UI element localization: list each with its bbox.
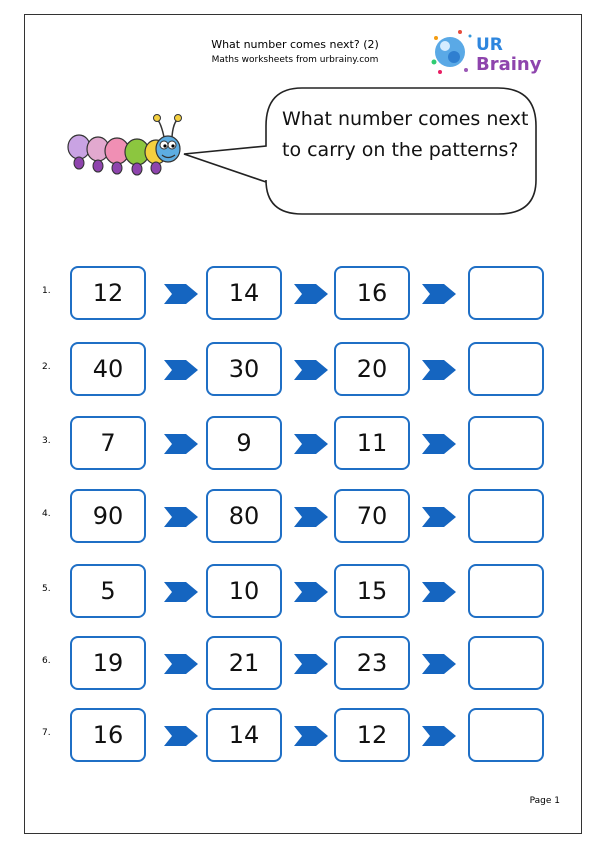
arrow-right-icon <box>164 360 198 380</box>
answer-box[interactable] <box>468 636 544 690</box>
urbrainy-logo <box>430 28 550 76</box>
logo-text-top: UR <box>476 35 503 55</box>
caterpillar-illustration <box>65 105 190 180</box>
answer-box[interactable] <box>468 489 544 543</box>
arrow-right-icon <box>422 726 456 746</box>
arrow-right-icon <box>422 582 456 602</box>
number-box: 7 <box>70 416 146 470</box>
page-title: What number comes next? (2) <box>211 38 379 51</box>
question-number: 4. <box>42 509 51 519</box>
number-box: 14 <box>206 708 282 762</box>
arrow-right-icon <box>164 582 198 602</box>
number-box: 20 <box>334 342 410 396</box>
number-box: 80 <box>206 489 282 543</box>
arrow-right-icon <box>422 507 456 527</box>
page-number: Page 1 <box>529 796 560 806</box>
arrow-right-icon <box>164 507 198 527</box>
question-number: 7. <box>42 728 51 738</box>
number-box: 70 <box>334 489 410 543</box>
speech-bubble-text: What number comes next to carry on the patterns? <box>282 108 529 161</box>
question-number: 5. <box>42 584 51 594</box>
arrow-right-icon <box>422 654 456 674</box>
arrow-right-icon <box>294 434 328 454</box>
arrow-right-icon <box>294 360 328 380</box>
number-box: 90 <box>70 489 146 543</box>
question-number: 1. <box>42 286 51 296</box>
arrow-right-icon <box>294 726 328 746</box>
question-number: 6. <box>42 656 51 666</box>
number-box: 30 <box>206 342 282 396</box>
arrow-right-icon <box>294 654 328 674</box>
answer-box[interactable] <box>468 708 544 762</box>
number-box: 21 <box>206 636 282 690</box>
arrow-right-icon <box>294 582 328 602</box>
number-box: 23 <box>334 636 410 690</box>
number-box: 16 <box>334 266 410 320</box>
number-box: 19 <box>70 636 146 690</box>
number-box: 11 <box>334 416 410 470</box>
number-box: 40 <box>70 342 146 396</box>
number-box: 16 <box>70 708 146 762</box>
arrow-right-icon <box>422 434 456 454</box>
number-box: 15 <box>334 564 410 618</box>
arrow-right-icon <box>422 360 456 380</box>
logo-text-bottom: Brainy <box>476 54 542 75</box>
answer-box[interactable] <box>468 342 544 396</box>
arrow-right-icon <box>294 284 328 304</box>
number-box: 14 <box>206 266 282 320</box>
arrow-right-icon <box>164 654 198 674</box>
number-box: 10 <box>206 564 282 618</box>
number-box: 12 <box>70 266 146 320</box>
number-box: 9 <box>206 416 282 470</box>
page-subtitle: Maths worksheets from urbrainy.com <box>211 55 379 65</box>
number-box: 5 <box>70 564 146 618</box>
answer-box[interactable] <box>468 564 544 618</box>
arrow-right-icon <box>164 726 198 746</box>
arrow-right-icon <box>164 284 198 304</box>
question-number: 2. <box>42 362 51 372</box>
arrow-right-icon <box>294 507 328 527</box>
answer-box[interactable] <box>468 266 544 320</box>
arrow-right-icon <box>422 284 456 304</box>
answer-box[interactable] <box>468 416 544 470</box>
question-number: 3. <box>42 436 51 446</box>
number-box: 12 <box>334 708 410 762</box>
arrow-right-icon <box>164 434 198 454</box>
